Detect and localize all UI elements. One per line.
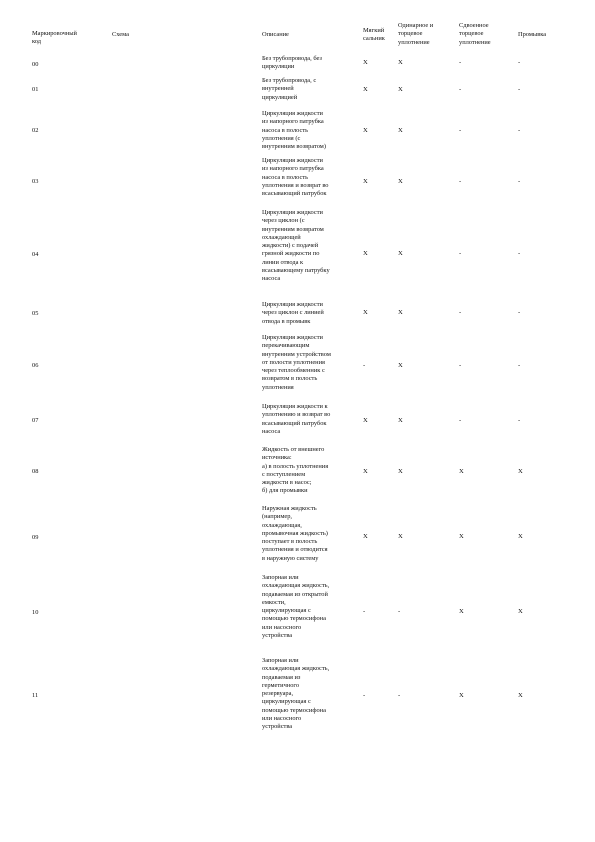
row-double-seal: - <box>459 250 462 257</box>
row-description: Циркуляция жидкости перекачивающим внутренним устройством от полости уплотнения через теплообменник с возвратом в полость уплотнения <box>262 334 331 391</box>
row-flushing: - <box>518 362 521 369</box>
row-flushing: X <box>518 533 523 540</box>
header-code: Маркировочный код <box>32 30 77 46</box>
row-flushing: - <box>518 417 521 424</box>
row-single-seal: X <box>398 178 403 185</box>
row-flushing: X <box>518 608 523 615</box>
header-scheme: Схема <box>112 31 129 38</box>
row-description: Циркуляция жидкости через циклон с линией отвода в промывк <box>262 301 324 325</box>
row-description: Циркуляция жидкости из напорного патрубка насоса в полость уплотнения и возврат во всасывающий патрубок <box>262 157 329 198</box>
row-double-seal: - <box>459 86 462 93</box>
row-code: 04 <box>32 251 39 258</box>
row-soft-packing: - <box>363 608 366 615</box>
row-flushing: - <box>518 86 521 93</box>
row-double-seal: - <box>459 417 462 424</box>
row-double-seal: X <box>459 533 464 540</box>
row-description: Жидкость от внешнего источника: а) в полость уплотнения с поступлением жидкости в насос; б) для промывки <box>262 446 329 495</box>
row-soft-packing: X <box>363 59 368 66</box>
row-single-seal: X <box>398 362 403 369</box>
row-description: Циркуляция жидкости через циклон (с внутренним возвратом охлаждающей жидкости) с подачей грязной жидкости по линии отвода к всасывающему патрубку насоса <box>262 209 330 283</box>
row-code: 00 <box>32 61 39 68</box>
row-single-seal: X <box>398 417 403 424</box>
row-soft-packing: - <box>363 692 366 699</box>
row-single-seal: X <box>398 250 403 257</box>
row-soft-packing: X <box>363 468 368 475</box>
header-soft-packing: Мягкий сальник <box>363 27 385 43</box>
row-single-seal: X <box>398 127 403 134</box>
row-soft-packing: X <box>363 127 368 134</box>
row-single-seal: X <box>398 468 403 475</box>
row-code: 10 <box>32 609 39 616</box>
header-single-seal: Одинарное и торцевое уплотнение <box>398 22 434 46</box>
row-code: 03 <box>32 178 39 185</box>
row-double-seal: - <box>459 362 462 369</box>
row-flushing: X <box>518 692 523 699</box>
row-single-seal: X <box>398 59 403 66</box>
row-code: 02 <box>32 127 39 134</box>
row-description: Циркуляция жидкости из напорного патрубка насоса в полость уплотнения (с внутренним возвратом) <box>262 110 326 151</box>
header-flushing: Промывка <box>518 31 547 38</box>
row-description: Запорная или охлаждающая жидкость, подаваемая из открытой емкости, циркулирующая с помощью термосифона или насосного устройства <box>262 574 330 640</box>
row-soft-packing: - <box>363 362 366 369</box>
header-double-seal: Сдвоенное торцевое уплотнение <box>459 22 491 46</box>
row-double-seal: X <box>459 468 464 475</box>
row-flushing: - <box>518 59 521 66</box>
row-code: 07 <box>32 417 39 424</box>
row-code: 06 <box>32 362 39 369</box>
row-description: Без трубопровода, с внутренней циркуляцией <box>262 77 317 101</box>
row-double-seal: X <box>459 608 464 615</box>
row-single-seal: X <box>398 309 403 316</box>
header-description: Описание <box>262 31 289 38</box>
row-code: 11 <box>32 692 39 699</box>
row-soft-packing: X <box>363 309 368 316</box>
row-double-seal: - <box>459 127 462 134</box>
row-double-seal: X <box>459 692 464 699</box>
row-flushing: - <box>518 309 521 316</box>
row-description: Без трубопровода, без циркуляции <box>262 55 322 71</box>
row-code: 08 <box>32 468 39 475</box>
row-soft-packing: X <box>363 417 368 424</box>
row-flushing: - <box>518 178 521 185</box>
row-description: Запорная или охлаждающая жидкость, подаваемая из герметичного резервуара, циркулирующая с помощью термосифона или насосного устройства <box>262 657 330 731</box>
row-code: 09 <box>32 534 39 541</box>
row-code: 01 <box>32 86 39 93</box>
row-description: Циркуляция жидкости к уплотнению и возврат во всасывающий патрубок насоса <box>262 403 331 435</box>
row-description: Наружная жидкость (например, охлаждающая, промывочная жидкость) поступает в полость уплотнения и отводится в наружную систему <box>262 505 328 562</box>
row-single-seal: X <box>398 533 403 540</box>
row-code: 05 <box>32 310 39 317</box>
row-soft-packing: X <box>363 250 368 257</box>
row-flushing: - <box>518 127 521 134</box>
row-double-seal: - <box>459 59 462 66</box>
row-single-seal: X <box>398 86 403 93</box>
row-soft-packing: X <box>363 533 368 540</box>
row-soft-packing: X <box>363 86 368 93</box>
row-single-seal: - <box>398 608 401 615</box>
row-soft-packing: X <box>363 178 368 185</box>
row-single-seal: - <box>398 692 401 699</box>
row-double-seal: - <box>459 309 462 316</box>
row-double-seal: - <box>459 178 462 185</box>
row-flushing: - <box>518 250 521 257</box>
row-flushing: X <box>518 468 523 475</box>
